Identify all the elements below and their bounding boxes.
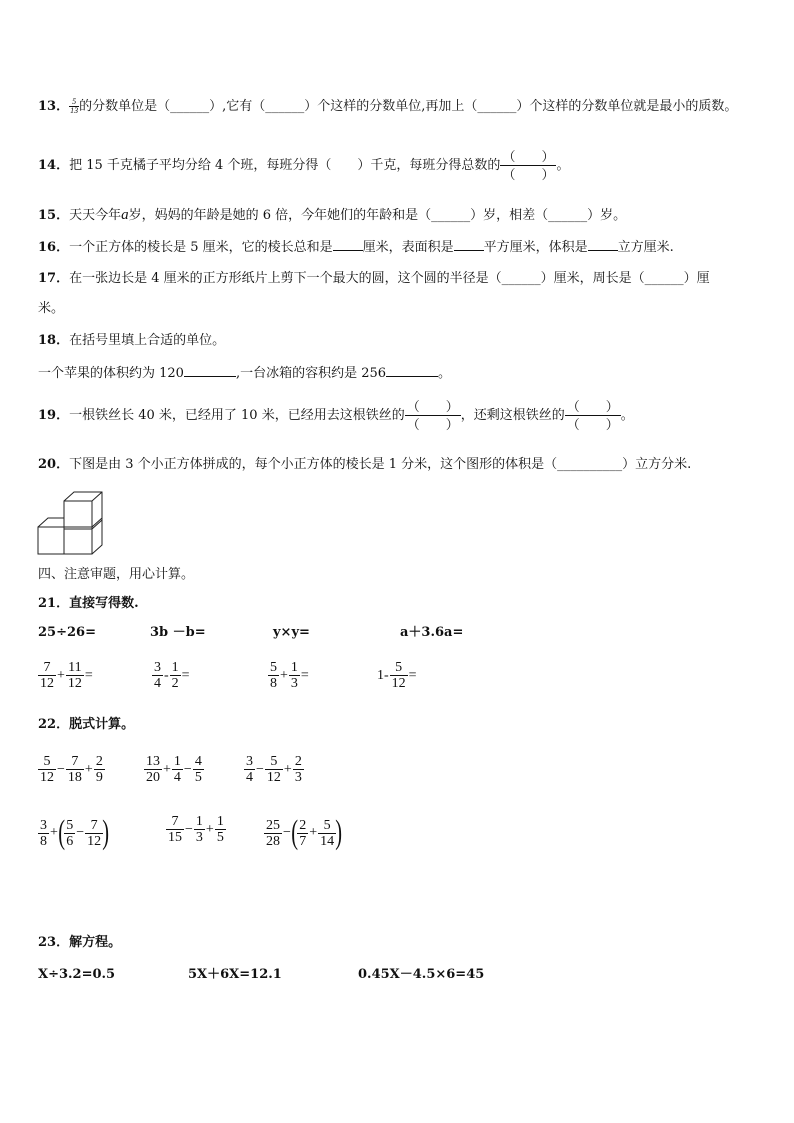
- answer-fraction[interactable]: $\frac{( )}{( )}$: [566, 399, 619, 432]
- fraction: $\frac{1}{2}$: [171, 660, 179, 691]
- question-20: 20．下图是由 3 个小正方体拼成的，每个小正方体的棱长是 1 分米，这个图形的体积是（__________）立方分米.: [38, 457, 692, 472]
- answer-blank[interactable]: ______: [501, 271, 541, 286]
- fraction: $\frac{5}{8}$: [270, 660, 277, 691]
- question-number: 18．: [38, 333, 70, 348]
- equation: 0.45X－4.5×6=45: [358, 967, 485, 982]
- answer-blank[interactable]: ______: [431, 208, 471, 223]
- question-number: 19．: [38, 408, 70, 423]
- q21-item: 3b －b=: [150, 625, 206, 640]
- fraction: $\frac{7}{12}$: [40, 660, 54, 691]
- answer-blank[interactable]: [386, 364, 438, 377]
- answer-blank[interactable]: ______: [265, 99, 305, 114]
- fraction: $\frac{5}{13}$: [70, 97, 79, 115]
- q22-expression: $\frac{7}{15}$ − $\frac{1}{3}$ + $\frac{1}{5}$: [168, 814, 224, 845]
- variable-a: a: [121, 207, 129, 223]
- q22-expression: $\frac{3}{8}$ +( $\frac{5}{6}$ − $\frac{7}{12}$ ): [40, 814, 110, 851]
- equation: X÷3.2=0.5: [38, 967, 116, 982]
- cubes-figure: [36, 489, 106, 555]
- fraction: $\frac{3}{4}$: [154, 660, 161, 691]
- q22-expression: $\frac{3}{4}$ − $\frac{5}{12}$ + $\frac{2}{3}$: [246, 754, 302, 785]
- question-17: 17．在一张边长是 4 厘米的正方形纸片上剪下一个最大的圆，这个圆的半径是（______）厘米，周长是（______）厘: [38, 271, 710, 286]
- q21-item: y×y=: [273, 625, 310, 640]
- answer-blank[interactable]: [333, 238, 363, 251]
- answer-blank[interactable]: [184, 364, 236, 377]
- question-23-title: 23．解方程。: [38, 935, 122, 950]
- answer-blank[interactable]: ______: [644, 271, 684, 286]
- question-number: 15．: [38, 208, 70, 223]
- q22-expression: $\frac{5}{12}$ − $\frac{7}{18}$ + $\frac{2}{9}$: [40, 754, 103, 785]
- question-15: 15．天天今年a岁，妈妈的年龄是她的 6 倍，今年她们的年龄和是（______）岁，相差（______）岁。: [38, 207, 627, 223]
- question-18-line: 一个苹果的体积约为 120 ,一台冰箱的容积约是 256 。: [38, 366, 452, 381]
- q21-fraction-item: $\frac{7}{12}$ + $\frac{11}{12}$ =: [40, 660, 93, 691]
- q22-expression: $\frac{13}{20}$ + $\frac{1}{4}$ − $\frac{4}{5}$: [146, 754, 202, 785]
- equation: 5X＋6X=12.1: [188, 967, 282, 982]
- answer-blank[interactable]: [454, 238, 484, 251]
- q21-fraction-item: 1- $\frac{5}{12}$ =: [377, 660, 417, 691]
- question-14: 14．把 15 千克橘子平均分给 4 个班，每班分得（ ）千克，每班分得总数的 $\frac{( )}{( )}$ 。: [38, 149, 570, 182]
- q22-expression: $\frac{25}{28}$ −( $\frac{2}{7}$ + $\frac{5}{14}$ ): [266, 814, 343, 851]
- answer-fraction[interactable]: $\frac{( )}{( )}$: [502, 149, 555, 182]
- answer-blank[interactable]: ______: [477, 99, 517, 114]
- answer-blank[interactable]: __________: [557, 457, 623, 472]
- question-21-title: 21．直接写得数.: [38, 596, 139, 611]
- question-number: 13．: [38, 99, 70, 114]
- q21-item: a＋3.6a=: [400, 625, 464, 640]
- question-13: 13． $\frac{5}{13}$ 的分数单位是（______）,它有（______）个这样的分数单位,再加上（______）个这样的分数单位就是最小的质数。: [38, 97, 738, 115]
- question-number: 17．: [38, 271, 70, 286]
- fraction: $\frac{5}{12}$: [391, 660, 406, 691]
- fraction: $\frac{11}{12}$: [67, 660, 82, 691]
- question-number: 14．: [38, 158, 70, 173]
- answer-blank[interactable]: ______: [548, 208, 588, 223]
- answer-fraction[interactable]: $\frac{( )}{( )}$: [406, 399, 459, 432]
- question-number: 16．: [38, 240, 70, 255]
- q21-fraction-item: $\frac{3}{4}$ - $\frac{1}{2}$ =: [154, 660, 190, 691]
- question-22-title: 22．脱式计算。: [38, 717, 135, 732]
- fraction: $\frac{1}{3}$: [290, 660, 298, 691]
- question-16: 16．一个正方体的棱长是 5 厘米，它的棱长总和是 厘米，表面积是 平方厘米，体积是 立方厘米.: [38, 240, 674, 255]
- question-18: 18．在括号里填上合适的单位。: [38, 333, 226, 348]
- q21-fraction-item: $\frac{5}{8}$ + $\frac{1}{3}$ =: [270, 660, 309, 691]
- question-19: 19．一根铁丝长 40 米，已经用了 10 米，已经用去这根铁丝的 $\frac{( )}{( )}$ ，还剩这根铁丝的 $\frac{( )}{( )}$ 。: [38, 399, 634, 432]
- q21-item: 25÷26=: [38, 625, 96, 640]
- answer-blank[interactable]: ______: [170, 99, 210, 114]
- section-4-title: 四、注意审题，用心计算。: [38, 567, 195, 582]
- question-17-continued: 米。: [38, 301, 65, 316]
- answer-blank[interactable]: [588, 238, 618, 251]
- question-number: 20．: [38, 457, 70, 472]
